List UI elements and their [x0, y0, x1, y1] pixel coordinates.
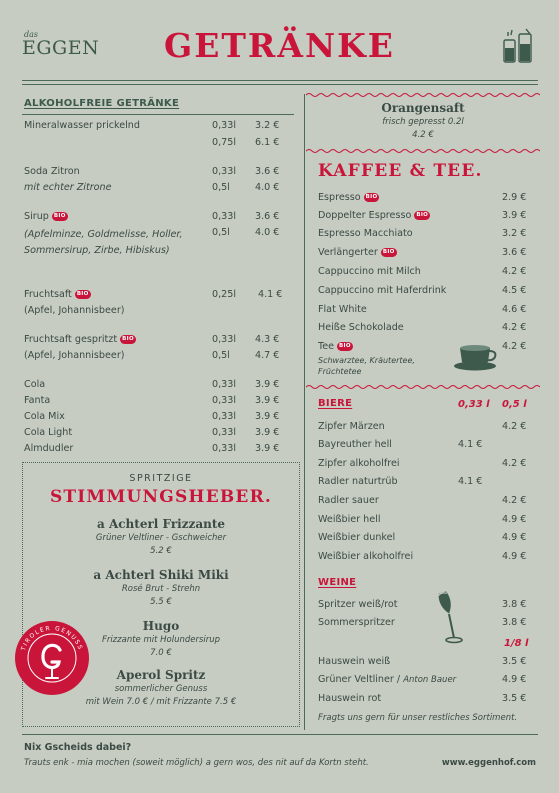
list-item: Weißbier alkoholfrei [318, 551, 414, 562]
header-rule-2 [22, 84, 538, 85]
price: 3.8 € [502, 599, 527, 610]
price: 4.2 € [502, 341, 527, 352]
list-item: Cappuccino mit Haferdrink [318, 285, 447, 296]
price: 3.5 € [502, 693, 527, 704]
spritzig-heading: STIMMUNGSHEBER. [49, 487, 273, 507]
logo-small: das [24, 30, 38, 39]
bio-badge: BIO [122, 336, 134, 342]
list-item: Fanta [24, 395, 51, 406]
item-desc: (Apfelminze, Goldmelisse, Holler, Sommersirup, Zirbe, Hibiskus) [24, 229, 183, 256]
weine-col-18: 1/8 l [504, 638, 529, 649]
price: 3.9 € [255, 395, 280, 406]
size: 0,75l [212, 137, 237, 148]
wineglass-icon [432, 590, 464, 648]
list-item: Sommerspritzer [318, 617, 395, 628]
size: 0,5l [212, 227, 230, 238]
size: 0,33l [212, 211, 237, 222]
price: 4.9 € [502, 674, 527, 685]
list-item: Heiße Schokolade [318, 322, 404, 333]
list-item: Spritzer weiß/rot [318, 599, 398, 610]
footer-text: Trauts enk - mia mochen (soweit möglich) a gern wos, des nit auf da Kortn steht. [24, 758, 369, 768]
price: 4.9 € [502, 514, 527, 525]
list-item: Radler sauer [318, 495, 379, 506]
biere-col-05: 0,5 l [502, 399, 527, 410]
list-item: Cola Mix [24, 411, 65, 422]
list-item: Cola [24, 379, 46, 390]
item-price: 7.0 € [150, 648, 172, 658]
list-item: Hauswein rot [318, 693, 382, 704]
item-price: 5.5 € [150, 597, 172, 607]
item-desc: (Apfel, Johannisbeer) [24, 305, 125, 316]
weine-heading: WEINE [318, 577, 357, 588]
price: 3.2 € [255, 120, 280, 131]
list-item: Flat White [318, 304, 367, 315]
list-item: Cappuccino mit Milch [318, 266, 421, 277]
price: 3.9 € [502, 210, 527, 221]
price: 3.9 € [255, 411, 280, 422]
price: 3.6 € [502, 247, 527, 258]
list-item: Verlängerter BIO [318, 247, 395, 258]
list-item: Bayreuther hell [318, 439, 392, 450]
logo-text: EGGEN [22, 37, 100, 59]
wavy-rule [306, 384, 540, 390]
item-name: Hugo [142, 619, 180, 633]
list-item: Zipfer alkoholfrei [318, 458, 400, 469]
item-desc: sommerlicher Genuss [114, 684, 208, 694]
item-desc: Grüner Veltliner - Gschweicher [95, 533, 227, 543]
orangensaft [306, 101, 540, 140]
item-desc: frisch gepresst 0.2l [382, 117, 464, 127]
item-desc: Frizzante mit Holundersirup [101, 635, 221, 645]
bio-badge: BIO [382, 249, 395, 255]
price: 3.9 € [255, 379, 280, 390]
price: 6.1 € [255, 137, 280, 148]
price: 4.0 € [255, 227, 280, 238]
price: 4.2 € [502, 458, 527, 469]
list-item: Sirup BIO [24, 211, 66, 222]
list-item: Weißbier dunkel [318, 532, 396, 543]
item-desc: Schwarztee, Kräutertee, Früchtetee [318, 356, 415, 376]
list-item: Zipfer Märzen [318, 421, 385, 432]
price: 4.9 € [502, 551, 527, 562]
price: 4.9 € [502, 532, 527, 543]
wavy-rule [306, 92, 540, 98]
item-name: Orangensaft [381, 101, 465, 115]
list-item: Cola Light [24, 427, 73, 438]
list-item: Fruchtsaft BIO [24, 289, 89, 300]
item-note: Anton Bauer [403, 675, 457, 685]
svg-text:TIROLER GENUSS: TIROLER GENUSS [20, 624, 84, 652]
price: 4.6 € [502, 304, 527, 315]
price: 4.2 € [502, 421, 527, 432]
page-title: GETRÄNKE [164, 26, 395, 65]
biere-col-033: 0,33 l [458, 399, 490, 410]
item-name: a Achterl Shiki Miki [93, 568, 229, 582]
list-item: Radler naturtrüb [318, 476, 398, 487]
list-item: Espresso BIO [318, 192, 378, 203]
list-item: Mineralwasser prickelnd [24, 120, 140, 131]
bio-badge: BIO [365, 194, 378, 200]
list-item: Espresso Macchiato [318, 228, 413, 239]
list-item: Almdudler [24, 443, 74, 454]
item-name: Aperol Spritz [116, 668, 206, 682]
teacup-icon [452, 342, 498, 372]
list-item: Hauswein weiß [318, 656, 391, 667]
bio-badge: BIO [416, 212, 429, 218]
price: 4.3 € [255, 334, 280, 345]
item-price: 5.2 € [150, 546, 172, 556]
item-price: 4.2 € [412, 130, 434, 140]
price: 3.2 € [502, 228, 527, 239]
price: 3.5 € [502, 656, 527, 667]
tiroler-genuss-badge [14, 620, 90, 696]
list-item: Tee BIO [318, 341, 351, 352]
price: 4.7 € [255, 350, 280, 361]
column-divider [304, 94, 305, 730]
size: 0,5l [212, 350, 230, 361]
website-link[interactable]: www.eggenhof.com [441, 758, 536, 768]
biere-heading: BIERE [318, 398, 353, 409]
list-item: Doppelter Espresso BIO [318, 210, 429, 221]
price: 4.0 € [255, 182, 280, 193]
item-desc: (Apfel, Johannisbeer) [24, 350, 125, 361]
price: 3.8 € [502, 617, 527, 628]
list-item: Soda Zitron [24, 166, 80, 177]
bio-badge: BIO [76, 291, 89, 297]
price: 4.1 € [458, 476, 483, 487]
list-item: Grüner Veltliner / Anton Bauer [318, 674, 457, 685]
size: 0,33l [212, 443, 237, 454]
section-heading-alkoholfrei: ALKOHOLFREIE GETRÄNKE [24, 98, 180, 109]
price: 3.9 € [255, 427, 280, 438]
price: 4.1 € [458, 439, 483, 450]
size: 0,33l [212, 334, 237, 345]
spritzig-kicker: SPRITZIGE [129, 473, 193, 484]
section-rule [22, 114, 294, 115]
bio-badge: BIO [339, 343, 351, 349]
price: 4.2 € [502, 495, 527, 506]
price: 4.5 € [502, 285, 527, 296]
price: 4.1 € [258, 289, 283, 300]
size: 0,33l [212, 120, 237, 131]
price: 3.9 € [255, 443, 280, 454]
footer-title: Nix Gscheids dabei? [24, 742, 132, 753]
size: 0,33l [212, 166, 237, 177]
header-rule [22, 80, 538, 81]
list-item: Weißbier hell [318, 514, 381, 525]
size: 0,33l [212, 395, 237, 406]
size: 0,33l [212, 427, 237, 438]
spritzig-item [22, 568, 300, 607]
footer-rule [22, 734, 538, 735]
wavy-rule [306, 148, 540, 154]
item-name: a Achterl Frizzante [96, 517, 226, 531]
size: 0,25l [212, 289, 237, 300]
price: 4.2 € [502, 266, 527, 277]
weine-footnote: Fragts uns gern für unser restliches Sortiment. [318, 713, 518, 723]
price: 3.6 € [255, 166, 280, 177]
price: 3.6 € [255, 211, 280, 222]
price: 4.2 € [502, 322, 527, 333]
bio-badge: BIO [53, 213, 66, 219]
item-desc: Rosé Brut - Strehn [121, 584, 201, 594]
drinks-icon [500, 26, 540, 66]
item-desc: mit echter Zitrone [24, 182, 112, 193]
price: 2.9 € [502, 192, 527, 203]
size: 0,5l [212, 182, 230, 193]
list-item: Fruchtsaft gespritzt BIO [24, 334, 134, 345]
item-price: mit Wein 7.0 € / mit Frizzante 7.5 € [85, 697, 237, 707]
size: 0,33l [212, 411, 237, 422]
spritzig-item [22, 517, 300, 556]
size: 0,33l [212, 379, 237, 390]
kaffee-heading: KAFFEE & TEE. [318, 161, 483, 181]
